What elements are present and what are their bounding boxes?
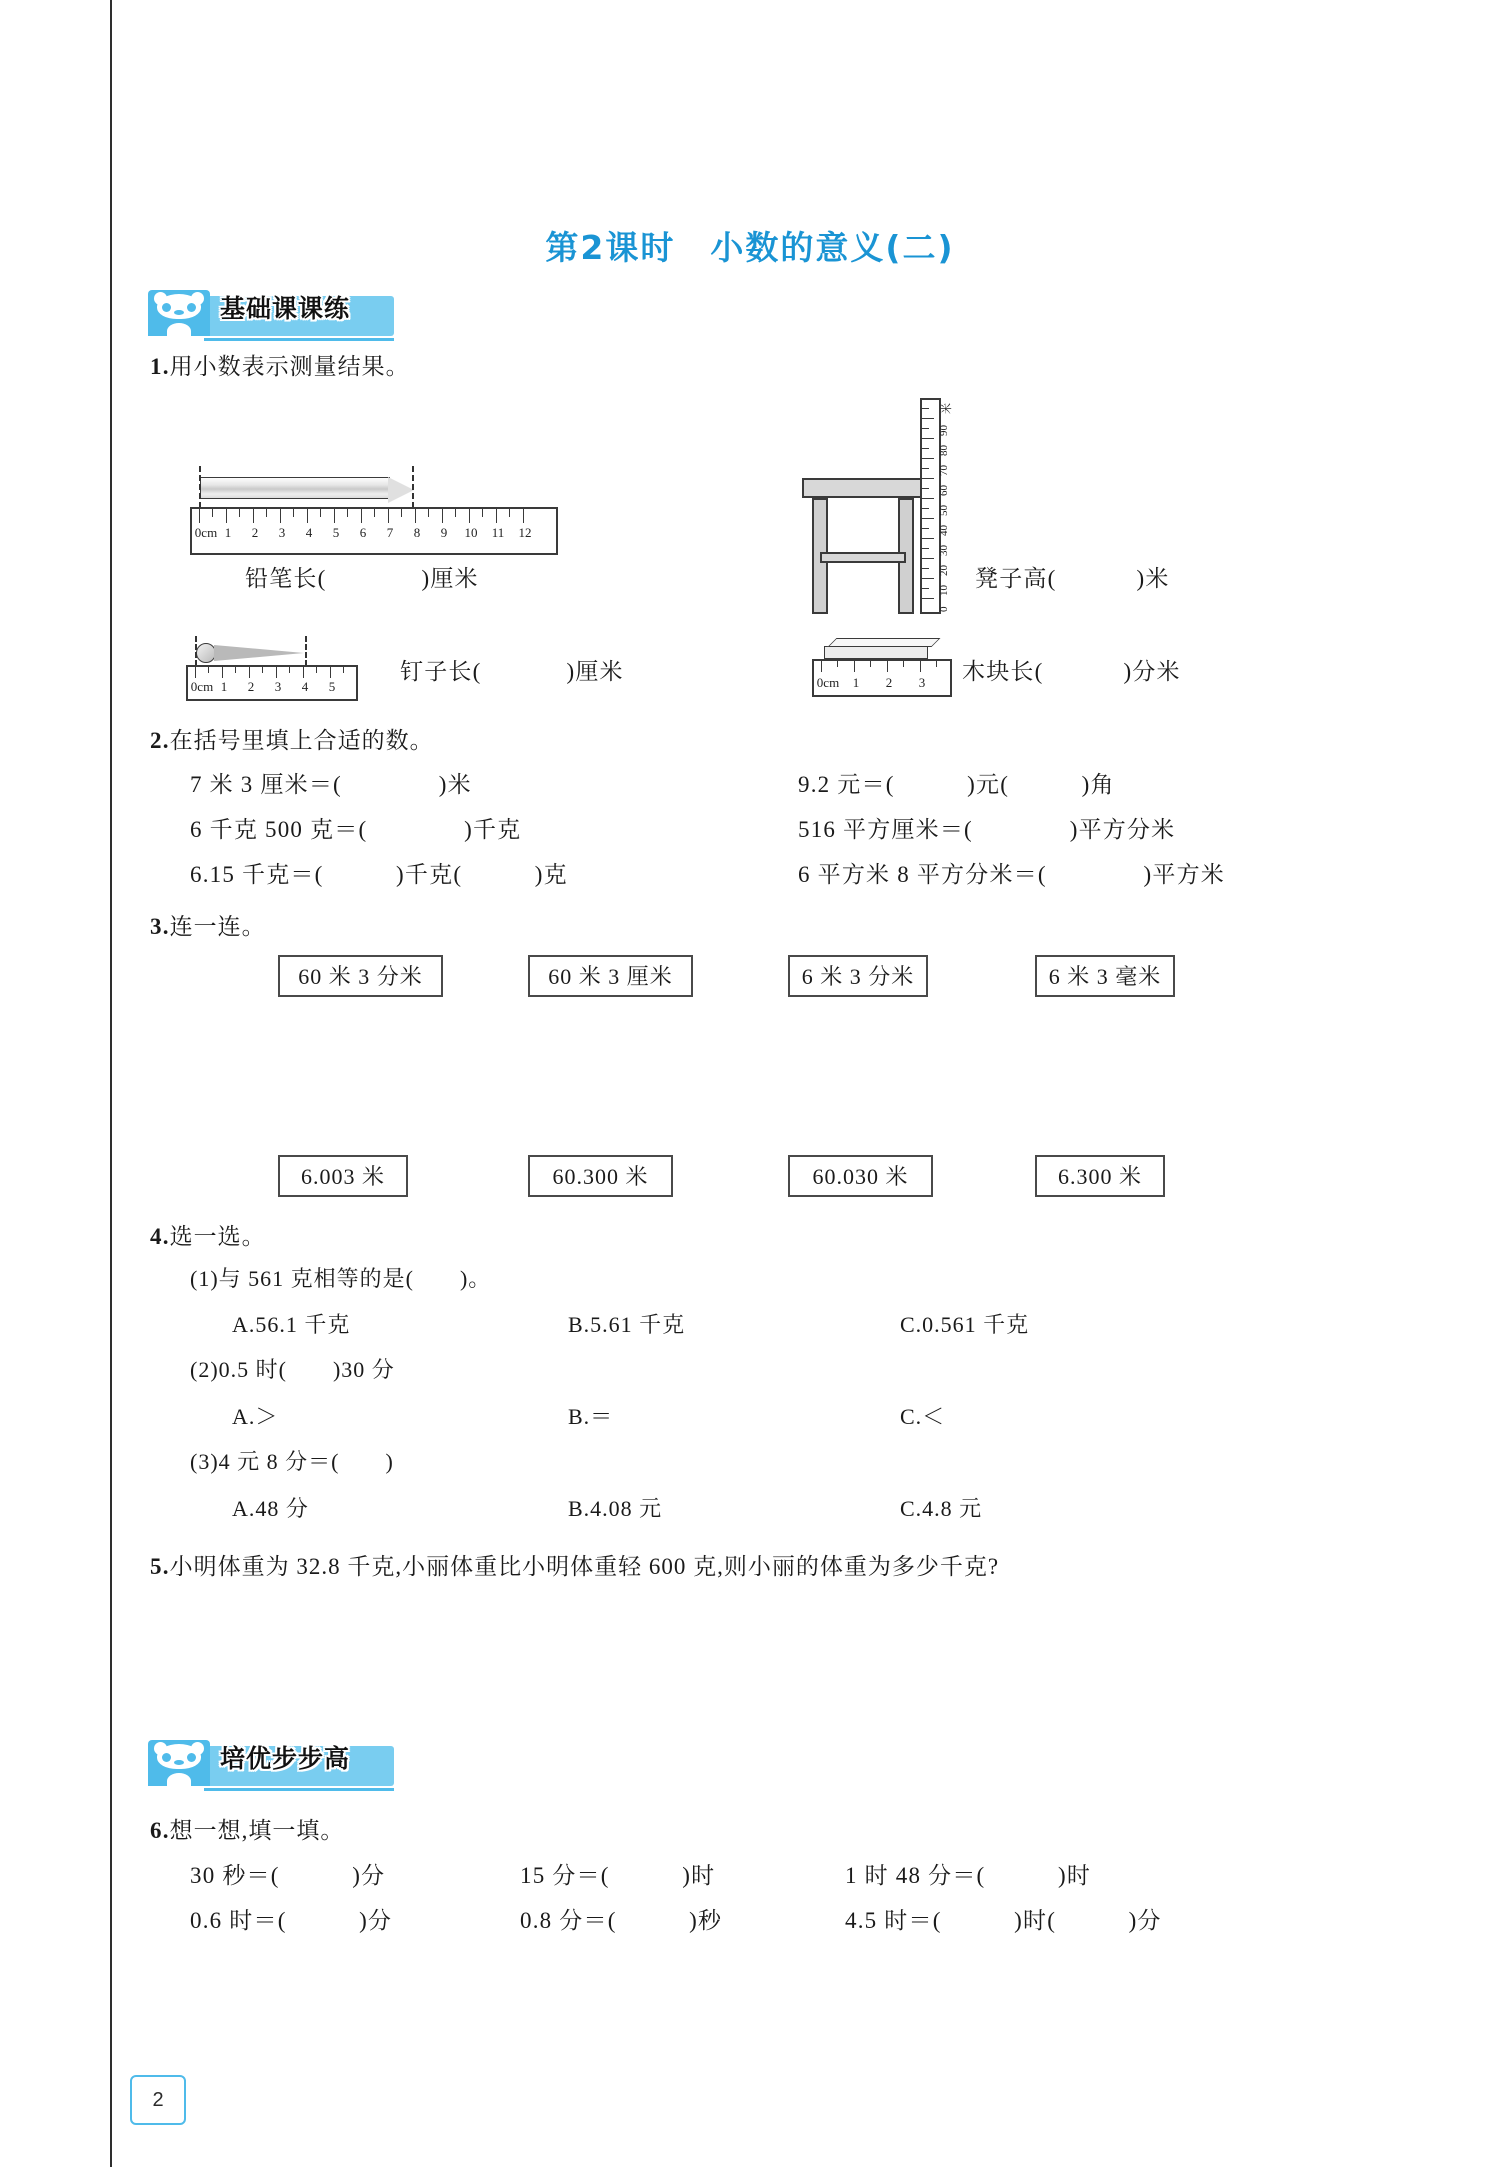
nail-ruler-label: 5 xyxy=(328,679,336,694)
nail-ruler-label: 4 xyxy=(301,679,309,694)
q1-heading xyxy=(150,348,410,381)
q2-right-item: 516 平方厘米＝( )平方分米 xyxy=(798,817,1176,842)
ruler-tick-label: 1 xyxy=(224,525,232,540)
q1-nail-label: 钉子长( xyxy=(400,659,482,684)
q4-prompt: 选一选。 xyxy=(169,1224,266,1249)
match-box-bottom[interactable]: 6.300 米 xyxy=(1035,1155,1165,1197)
q1-block-label: 木块长( xyxy=(962,659,1044,684)
stool-ruler-label: 60 xyxy=(938,485,950,496)
stool-ruler-label: 20 xyxy=(938,565,950,576)
block-ruler-label: 2 xyxy=(885,675,893,690)
ruler-tick-label: 9 xyxy=(440,525,448,540)
q3-number: 3. xyxy=(150,914,170,939)
stool-ruler-label: 30 xyxy=(938,545,950,556)
q6-prompt: 想一想,填一填。 xyxy=(169,1818,345,1843)
q2-left-item: 6.15 千克＝( )千克( )克 xyxy=(190,862,568,887)
q6-row1-item: 1 时 48 分＝( )时 xyxy=(845,1863,1092,1888)
q2-left-item: 7 米 3 厘米＝( )米 xyxy=(190,772,472,797)
q4-choice[interactable]: A.48 分 xyxy=(232,1496,309,1521)
ruler-tick-label: 10 xyxy=(464,525,478,540)
q1-block-answer xyxy=(962,653,1181,686)
q5-number: 5. xyxy=(150,1554,170,1579)
q1-stool-unit: )米 xyxy=(1136,566,1170,591)
block-ruler-label: 3 xyxy=(918,675,926,690)
q1-nail-unit: )厘米 xyxy=(566,659,624,684)
q2-left-item: 6 千克 500 克＝( )千克 xyxy=(190,817,522,842)
section-badge-advanced xyxy=(148,1740,398,1786)
stool-ruler-label: 80 xyxy=(938,445,950,456)
stool-ruler-label: 50 xyxy=(938,505,950,516)
q1-block-unit: )分米 xyxy=(1123,659,1181,684)
match-box-top[interactable]: 6 米 3 分米 xyxy=(788,955,928,997)
q5-heading xyxy=(150,1548,999,1581)
ruler-tick-label: 0cm xyxy=(194,525,218,540)
nail-ruler-label: 3 xyxy=(274,679,282,694)
q4-choice[interactable]: C.4.8 元 xyxy=(900,1496,983,1521)
q1-nail-answer xyxy=(400,653,624,686)
q1-pencil-answer xyxy=(245,560,479,593)
match-box-bottom[interactable]: 60.030 米 xyxy=(788,1155,933,1197)
q2-heading xyxy=(150,722,434,755)
q6-row2-item: 0.6 时＝( )分 xyxy=(190,1908,393,1933)
q1-number: 1. xyxy=(150,354,170,379)
stool-ruler-label: 米 xyxy=(941,403,953,414)
q2-prompt: 在括号里填上合适的数。 xyxy=(169,728,434,753)
block-ruler-label: 1 xyxy=(852,675,860,690)
bear-mascot-icon xyxy=(148,290,210,336)
q6-row2-item: 4.5 时＝( )时( )分 xyxy=(845,1908,1162,1933)
q6-row1-item: 30 秒＝( )分 xyxy=(190,1863,386,1888)
match-box-top[interactable]: 60 米 3 厘米 xyxy=(528,955,693,997)
nail-ruler-label: 1 xyxy=(220,679,228,694)
stool-ruler-label: 70 xyxy=(938,465,950,476)
left-margin-rule xyxy=(110,0,112,2167)
match-box-bottom[interactable]: 6.003 米 xyxy=(278,1155,408,1197)
q6-row2-item: 0.8 分＝( )秒 xyxy=(520,1908,723,1933)
q4-choice[interactable]: C.＜ xyxy=(900,1404,946,1429)
q4-item-stem: (1)与 561 克相等的是( )。 xyxy=(190,1266,492,1291)
q2-right-item: 6 平方米 8 平方分米＝( )平方米 xyxy=(798,862,1225,887)
q4-choice[interactable]: B.5.61 千克 xyxy=(568,1312,686,1337)
q4-choice[interactable]: B.＝ xyxy=(568,1404,614,1429)
match-box-top[interactable]: 60 米 3 分米 xyxy=(278,955,443,997)
section-label-advanced: 培优步步高 xyxy=(220,1744,351,1773)
q3-heading xyxy=(150,908,266,941)
q4-number: 4. xyxy=(150,1224,170,1249)
q6-heading xyxy=(150,1812,344,1845)
stool-ruler-label: 10 xyxy=(938,585,950,596)
page-title: 第2课时 小数的意义(二) xyxy=(545,228,955,267)
q4-choice[interactable]: C.0.561 千克 xyxy=(900,1312,1030,1337)
ruler-tick-label: 7 xyxy=(386,525,394,540)
q6-row1-item: 15 分＝( )时 xyxy=(520,1863,716,1888)
q3-prompt: 连一连。 xyxy=(169,914,266,939)
q2-right-item: 9.2 元＝( )元( )角 xyxy=(798,772,1115,797)
ruler-tick-label: 4 xyxy=(305,525,313,540)
stool-ruler-label: 40 xyxy=(938,525,950,536)
q4-choice[interactable]: A.56.1 千克 xyxy=(232,1312,351,1337)
q1-stool-label: 凳子高( xyxy=(975,566,1057,591)
ruler-tick-label: 5 xyxy=(332,525,340,540)
q4-item-stem: (3)4 元 8 分＝( ) xyxy=(190,1449,394,1474)
q1-prompt: 用小数表示测量结果。 xyxy=(169,354,410,379)
nail-ruler-label: 2 xyxy=(247,679,255,694)
q5-prompt: 小明体重为 32.8 千克,小丽体重比小明体重轻 600 克,则小丽的体重为多少千克? xyxy=(169,1554,1000,1579)
page-number: 2 xyxy=(130,2075,186,2125)
section-label-basic: 基础课课练 xyxy=(220,294,351,323)
q1-pencil-unit: )厘米 xyxy=(421,566,479,591)
section-badge-basic xyxy=(148,290,398,336)
q4-choice[interactable]: A.＞ xyxy=(232,1404,279,1429)
stool-ruler-label: 0 xyxy=(938,606,950,612)
ruler-tick-label: 3 xyxy=(278,525,286,540)
ruler-tick-label: 12 xyxy=(518,525,532,540)
q4-choice[interactable]: B.4.08 元 xyxy=(568,1496,663,1521)
q4-item-stem: (2)0.5 时( )30 分 xyxy=(190,1357,395,1382)
match-box-top[interactable]: 6 米 3 毫米 xyxy=(1035,955,1175,997)
ruler-tick-label: 6 xyxy=(359,525,367,540)
nail-ruler-label: 0cm xyxy=(190,679,214,694)
stool-ruler-label: 90 xyxy=(938,425,950,436)
q4-heading xyxy=(150,1218,266,1251)
bear-mascot-icon xyxy=(148,1740,210,1786)
q6-number: 6. xyxy=(150,1818,170,1843)
match-box-bottom[interactable]: 60.300 米 xyxy=(528,1155,673,1197)
q1-stool-answer xyxy=(975,560,1170,593)
block-ruler-label: 0cm xyxy=(816,675,840,690)
ruler-tick-label: 8 xyxy=(413,525,421,540)
ruler-tick-label: 2 xyxy=(251,525,259,540)
q1-pencil-label: 铅笔长( xyxy=(245,566,327,591)
ruler-tick-label: 11 xyxy=(491,525,505,540)
q2-number: 2. xyxy=(150,728,170,753)
